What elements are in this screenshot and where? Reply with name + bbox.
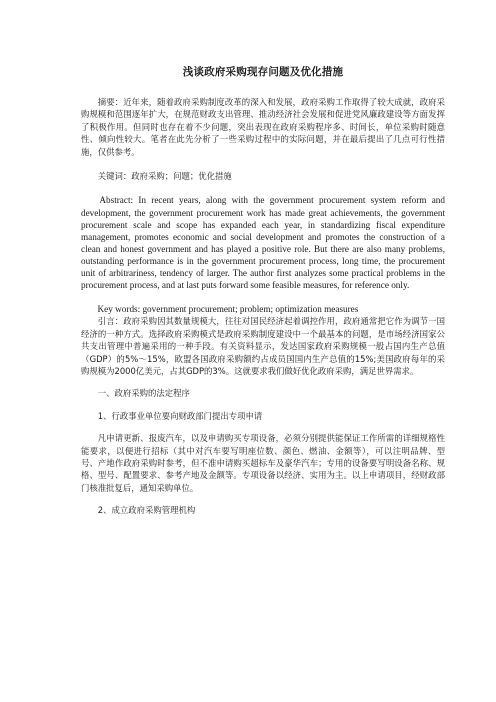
body-paragraph-1: 凡申请更新、报废汽车，以及申请购买专项设备，必须分别提供能保证工作所需的详细规格性能要求，以便进行招标（其中对汽车要写明座位数、颜色、燃油、金额等），可以注明品牌、型号、产地作政府采购时参考，但不准申请购买超标车及豪华汽车；专用的设备要写明设备名称、规格、型号、配置要求、参考产地及金额等。专项设备以经济、实用为主。以上申请项目，经财政部门核准批复后，通知采购单位。: [81, 433, 445, 493]
keywords-cn: 关键词：政府采购；问题；优化措施: [97, 171, 232, 182]
subsection-heading-2: 2、成立政府采购管理机构: [97, 505, 196, 516]
keywords-en: Key words: government procurement; problem; optimization measures: [97, 304, 359, 315]
subsection-heading-1: 1、行政事业单位要向财政部门提出专项申请: [97, 410, 263, 421]
intro-paragraph: 引言：政府采购因其数量规模大，往往对国民经济起着调控作用，政府通常把它作为调节一国经济的一种方式。选择政府采购模式是政府采购制度建设中一个最基本的问题，是市场经济国家公共支出管理中普遍采用的一种手段。有关资料显示，发达国家政府采购规模一般占国内生产总值（GDP）的5%～15%，欧盟各国政府采购额约占成员国国内生产总值的15%;美国政府每年的采购规模为2000亿美元，占其GDP的3%。这就要求我们做好优化政府采购，满足世界需求。: [81, 316, 445, 376]
abstract-en: Abstract: In recent years, along with the government procurement system reform and development, the government procurement work has made great achievements, the government procurement scale and scope has expanded each year, in standardizing fiscal expenditure management, promotes economic and social development and promotes the construction of a clean and honest government and has played a positive role. But there are also many problems, outstanding performance is in the government procurement process, long time, the procurement unit of arbitrariness, tendency of larger. The author first analyzes some practical problems in the procurement process, and at last puts forward some feasible measures, for reference only.: [81, 195, 445, 291]
section-heading-1: 一、政府采购的法定程序: [97, 388, 190, 399]
document-title: 浅谈政府采购现存问题及优化措施: [182, 66, 344, 78]
abstract-cn: 摘要：近年来，随着政府采购制度改革的深入和发展，政府采购工作取得了较大成就，政府采购规模和范围逐年扩大，在规范财政支出管理、推动经济社会发展和促进党风廉政建设等方面发挥了积极作用。但同时也存在着不少问题，突出表现在政府采购程序多、时间长，单位采购时随意性、倾向性较大。笔者在此先分析了一些采购过程中的实际问题，并在最后提出了几点可行性措施，仅供参考。: [81, 97, 445, 157]
